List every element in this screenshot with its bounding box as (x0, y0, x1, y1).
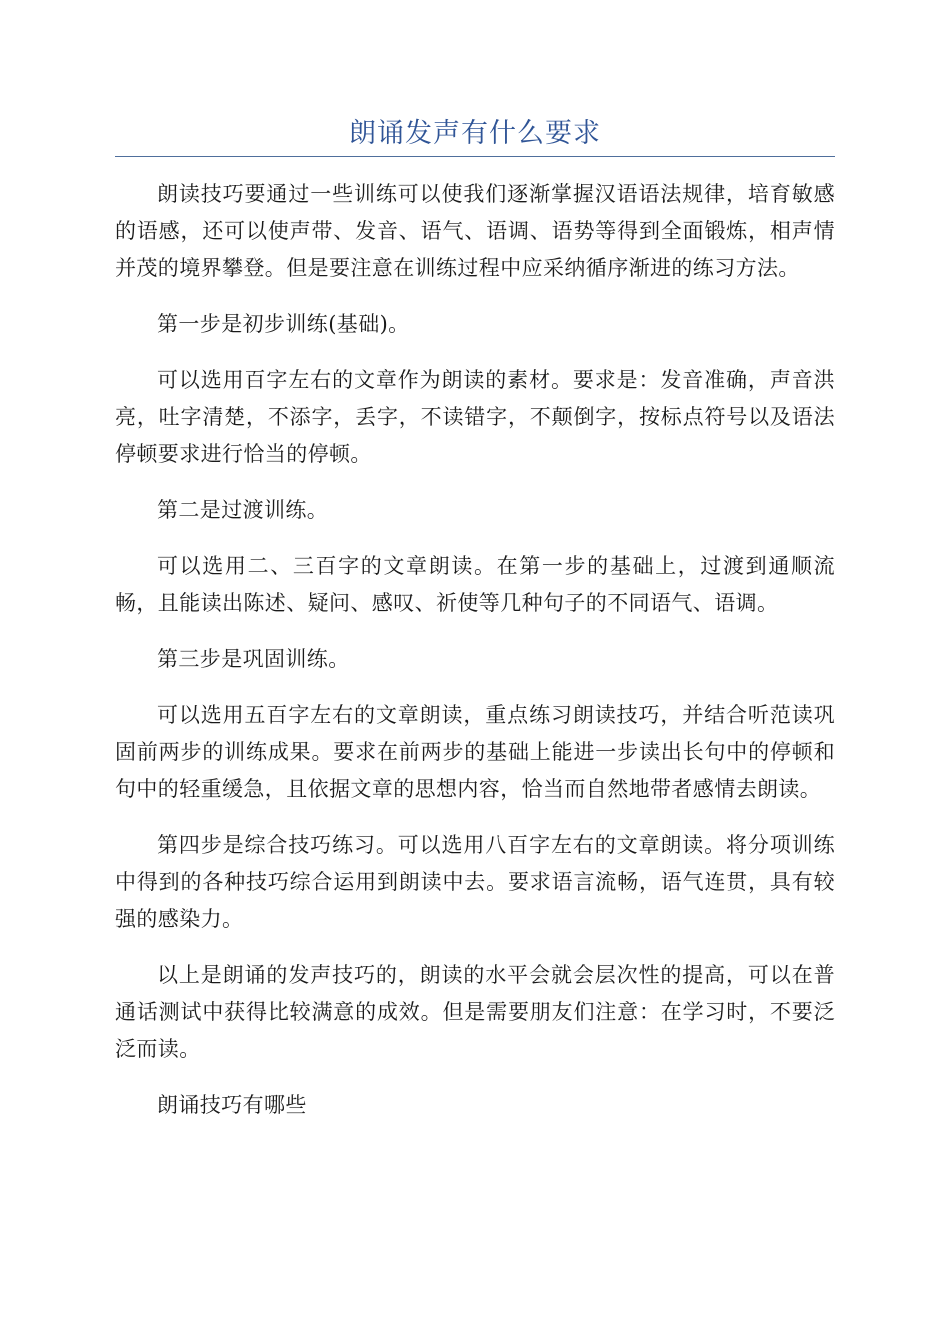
paragraph-intro: 朗读技巧要通过一些训练可以使我们逐渐掌握汉语语法规律，培育敏感的语感，还可以使声带、发音、语气、语调、语势等得到全面锻炼，相声情并茂的境界攀登。但是要注意在训练过程中应采纳循序渐进的练习方法。 (115, 182, 835, 280)
paragraph-step3-heading: 第三步是巩固训练。 (157, 647, 350, 671)
paragraph-summary: 以上是朗诵的发声技巧的，朗读的水平会就会层次性的提高，可以在普通话测试中获得比较满意的成效。但是需要朋友们注意：在学习时，不要泛泛而读。 (115, 963, 835, 1061)
page-title: 朗诵发声有什么要求 (349, 118, 601, 149)
paragraph-step2-body: 可以选用二、三百字的文章朗读。在第一步的基础上，过渡到通顺流畅，且能读出陈述、疑问、感叹、祈使等几种句子的不同语气、语调。 (115, 554, 835, 615)
title-block (115, 112, 835, 157)
paragraph-step1-heading: 第一步是初步训练(基础)。 (157, 312, 410, 336)
paragraph-step2-heading: 第二是过渡训练。 (157, 498, 329, 522)
paragraph-step1-body: 可以选用百字左右的文章作为朗读的素材。要求是：发音准确，声音洪亮，吐字清楚，不添字，丢字，不读错字，不颠倒字，按标点符号以及语法停顿要求进行恰当的停顿。 (115, 368, 835, 466)
paragraph-next-heading: 朗诵技巧有哪些 (157, 1093, 307, 1117)
paragraph-step4: 第四步是综合技巧练习。可以选用八百字左右的文章朗读。将分项训练中得到的各种技巧综合运用到朗读中去。要求语言流畅，语气连贯，具有较强的感染力。 (115, 833, 835, 931)
paragraph-step3-body: 可以选用五百字左右的文章朗读，重点练习朗读技巧，并结合听范读巩固前两步的训练成果。要求在前两步的基础上能进一步读出长句中的停顿和句中的轻重缓急，且依据文章的思想内容，恰当而自然地带者感情去朗读。 (115, 703, 835, 801)
document-body (115, 176, 835, 1143)
